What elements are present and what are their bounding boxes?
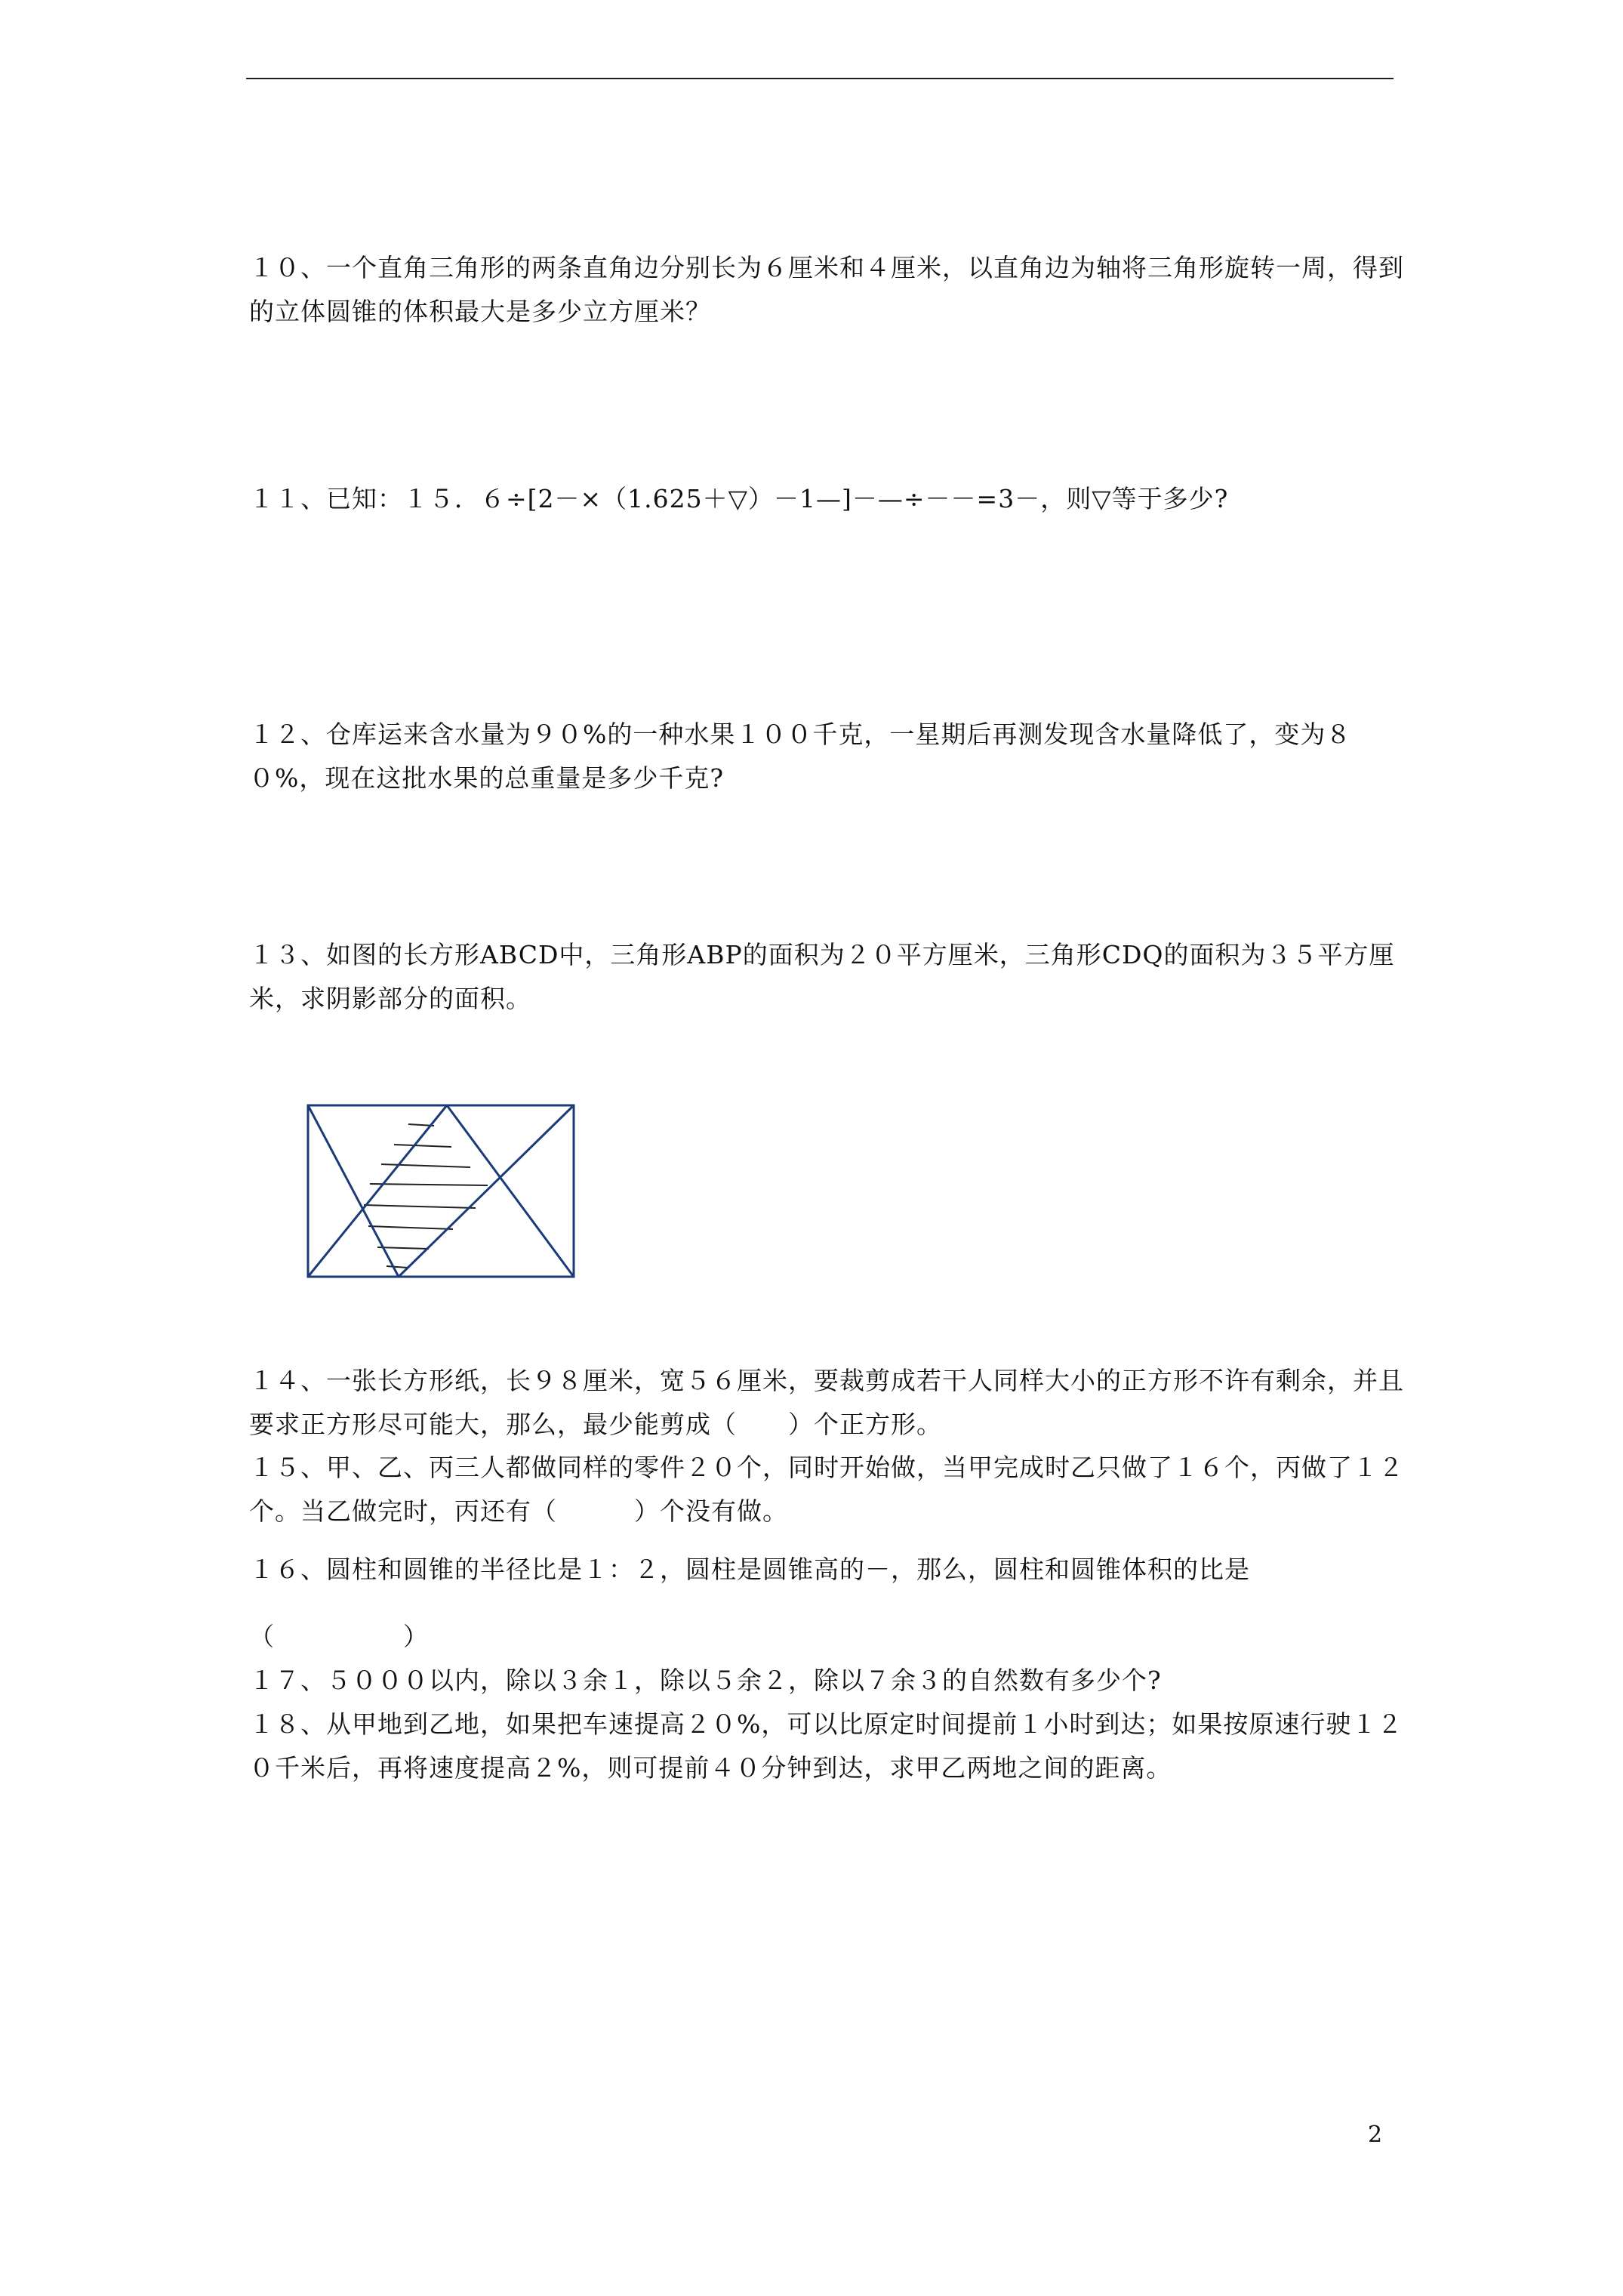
question-17: １７、５０００以内，除以３余１，除以５余２，除以７余３的自然数有多少个?	[249, 1666, 1162, 1695]
rectangle-abcd	[308, 1105, 574, 1277]
diagonal-line	[308, 1105, 399, 1277]
rectangle-abcd-figure	[302, 1099, 581, 1284]
hatch-line	[377, 1247, 429, 1249]
hatch-line	[394, 1145, 451, 1147]
question-15: １５、甲、乙、丙三人都做同样的零件２０个，同时开始做，当甲完成时乙只做了１６个，丙做了１２个。当乙做完时，丙还有（ ）个没有做。	[249, 1453, 1404, 1526]
hatch-line	[381, 1164, 470, 1167]
header-rule	[246, 78, 1394, 79]
question-13: １３、如图的长方形ABCD中，三角形ABP的面积为２０平方厘米，三角形CDQ的面积为３５平方厘米，求阴影部分的面积。	[249, 940, 1395, 1013]
hatch-line	[364, 1205, 476, 1208]
question-16-blank: （ ）	[249, 1622, 429, 1651]
diagonal-line	[447, 1105, 574, 1277]
question-14: １４、一张长方形纸，长９８厘米，宽５６厘米，要裁剪成若干人同样大小的正方形不许有剩余，并且要求正方形尽可能大，那么，最少能剪成（ ）个正方形。	[249, 1366, 1404, 1439]
hatch-line	[368, 1226, 453, 1229]
hatch-line	[370, 1184, 488, 1185]
question-18: １８、从甲地到乙地，如果把车速提高２０%，可以比原定时间提前１小时到达；如果按原速行驶１２０千米后，再将速度提高２%，则可提前４０分钟到达，求甲乙两地之间的距离。	[249, 1709, 1403, 1783]
hatch-line	[387, 1266, 408, 1268]
question-16: １６、圆柱和圆锥的半径比是１：２，圆柱是圆锥高的－，那么，圆柱和圆锥体积的比是	[249, 1555, 1250, 1584]
page-number: 2	[1368, 2122, 1383, 2148]
question-11: １１、已知：１５．６÷[2－×（1.625＋▽）－1—]－—÷－－=3－，则▽等于多少?	[249, 484, 1229, 513]
figure-outline	[308, 1105, 574, 1277]
question-12: １２、仓库运来含水量为９０%的一种水果１００千克，一星期后再测发现含水量降低了，变为８０%，现在这批水果的总重量是多少千克?	[249, 720, 1352, 793]
question-10: １０、一个直角三角形的两条直角边分别长为６厘米和４厘米，以直角边为轴将三角形旋转一周，得到的立体圆锥的体积最大是多少立方厘米？	[249, 253, 1404, 326]
